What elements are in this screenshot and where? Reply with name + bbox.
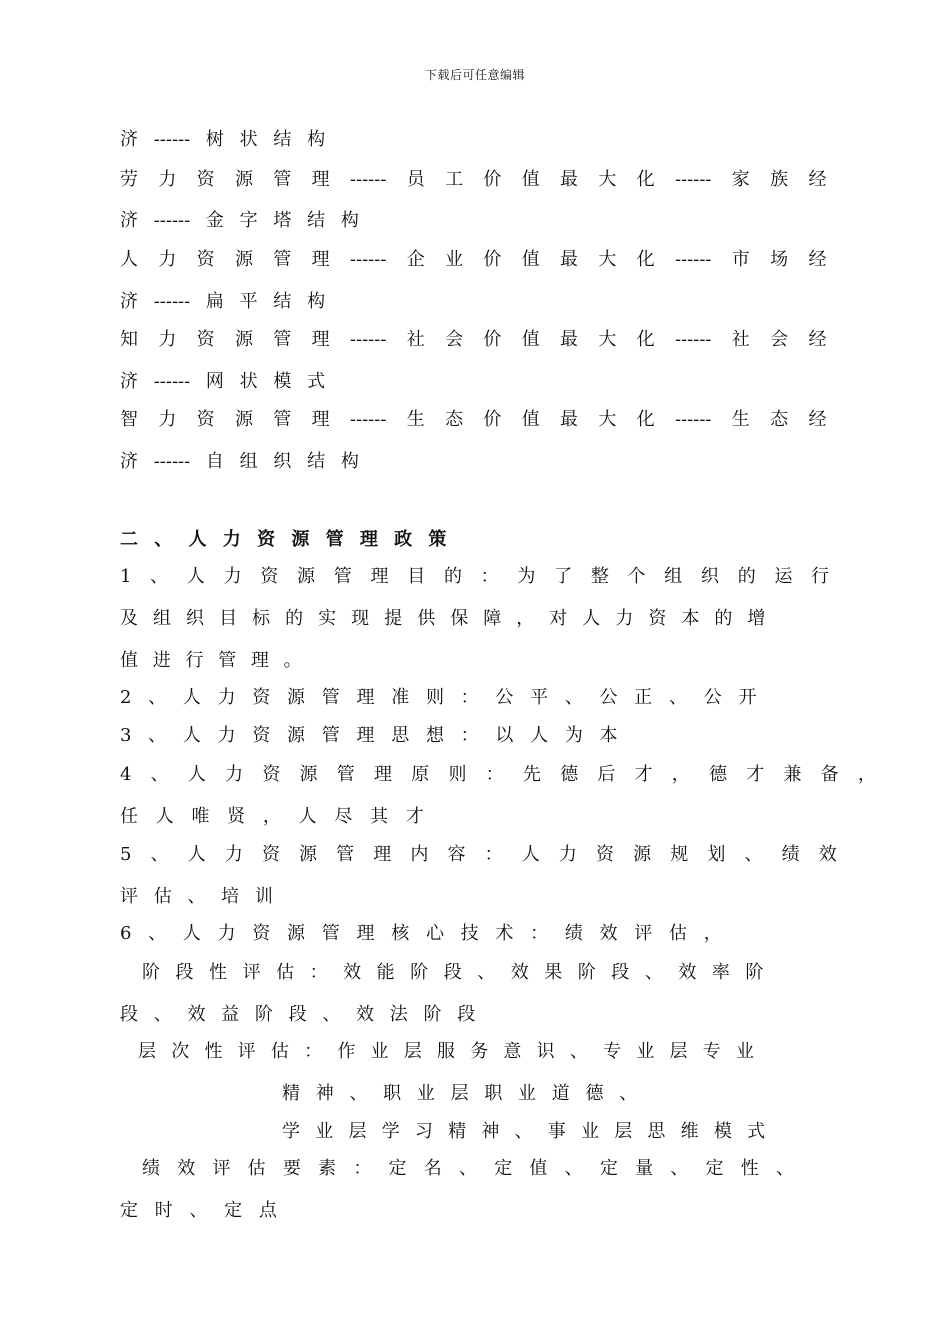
- text-line: 2 、 人 力 资 源 管 理 准 则 ： 公 平 、 公 正 、 公 开: [120, 687, 757, 708]
- text-line: 4 、 人 力 资 源 管 理 原 则 ： 先 德 后 才 ， 德 才 兼 备 ，: [120, 764, 876, 785]
- text-line: 3 、 人 力 资 源 管 理 思 想 ： 以 人 为 本: [120, 725, 618, 746]
- text-line: 学 业 层 学 习 精 神 、 事 业 层 思 维 模 式: [282, 1121, 766, 1142]
- text-line: 1 、 人 力 资 源 管 理 目 的 ： 为 了 整 个 组 织 的 运 行: [120, 566, 830, 587]
- text-line: 济 ------ 自 组 织 结 构: [120, 451, 359, 472]
- section-heading: 二 、 人 力 资 源 管 理 政 策: [120, 529, 447, 550]
- text-line: 济 ------ 扁 平 结 构: [120, 291, 326, 312]
- text-line: 任 人 唯 贤 ， 人 尽 其 才: [120, 806, 424, 827]
- text-line: 段 、 效 益 阶 段 、 效 法 阶 段: [120, 1004, 476, 1025]
- text-line: 智 力 资 源 管 理 ------ 生 态 价 值 最 大 化 ------ 生 态 经: [120, 409, 827, 430]
- text-line: 济 ------ 网 状 模 式: [120, 371, 326, 392]
- text-line: 5 、 人 力 资 源 管 理 内 容 ： 人 力 资 源 规 划 、 绩 效: [120, 844, 837, 865]
- text-line: 及 组 织 目 标 的 实 现 提 供 保 障 ， 对 人 力 资 本 的 增: [120, 608, 766, 629]
- text-line: 值 进 行 管 理 。: [120, 650, 302, 671]
- text-line: 绩 效 评 估 要 素 ： 定 名 、 定 值 、 定 量 、 定 性 、: [142, 1158, 794, 1179]
- text-line: 知 力 资 源 管 理 ------ 社 会 价 值 最 大 化 ------ 社 会 经: [120, 329, 827, 350]
- text-line: 阶 段 性 评 估 ： 效 能 阶 段 、 效 果 阶 段 、 效 率 阶: [142, 962, 764, 983]
- text-line: 济 ------ 树 状 结 构: [120, 129, 326, 150]
- text-line: 评 估 、 培 训: [120, 886, 273, 907]
- text-line: 济 ------ 金 字 塔 结 构: [120, 210, 359, 231]
- text-line: 精 神 、 职 业 层 职 业 道 德 、: [282, 1083, 638, 1104]
- text-line: 劳 力 资 源 管 理 ------ 员 工 价 值 最 大 化 ------ 家 族 经: [120, 169, 827, 190]
- page-header-note: 下载后可任意编辑: [424, 68, 525, 82]
- text-line: 定 时 、 定 点: [120, 1200, 277, 1221]
- text-line: 6 、 人 力 资 源 管 理 核 心 技 术 ： 绩 效 评 估 ，: [120, 923, 722, 944]
- text-line: 人 力 资 源 管 理 ------ 企 业 价 值 最 大 化 ------ 市 场 经: [120, 249, 827, 270]
- text-line: 层 次 性 评 估 ： 作 业 层 服 务 意 识 、 专 业 层 专 业: [138, 1041, 754, 1062]
